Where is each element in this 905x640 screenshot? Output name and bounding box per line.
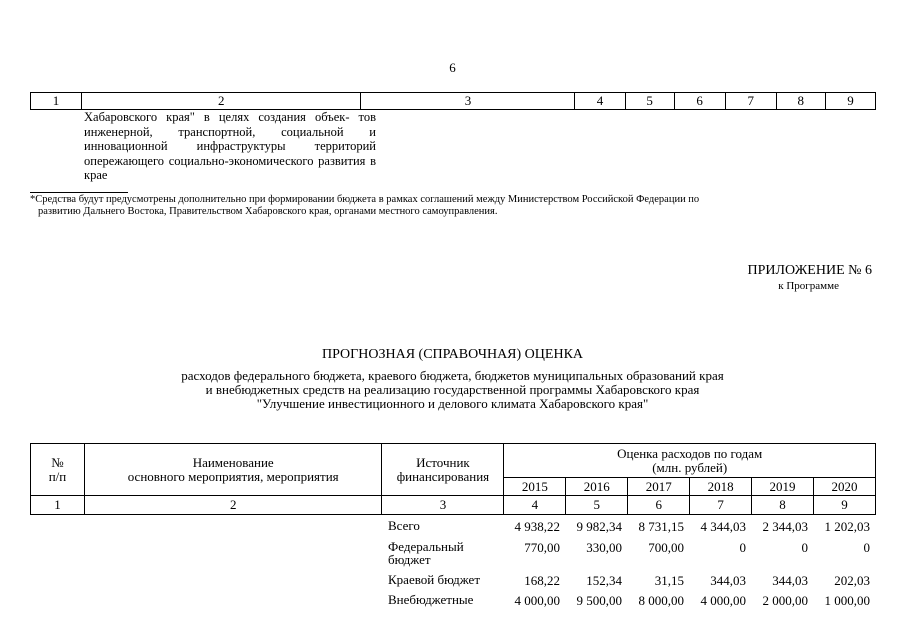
top-table-number-cell: 2 bbox=[82, 93, 361, 110]
subtitle-line-2: и внебюджетных средств на реализацию государственной программы Хабаровского края bbox=[205, 382, 700, 397]
value-cell: 330,00 bbox=[586, 540, 622, 555]
source-label: Краевой бюджет bbox=[388, 572, 481, 587]
index-cell: 9 bbox=[814, 496, 876, 515]
table-row bbox=[30, 519, 876, 540]
header-name bbox=[84, 444, 382, 496]
top-table-number-cell: 6 bbox=[674, 93, 725, 110]
index-cell: 1 bbox=[31, 496, 85, 515]
top-table-number-cell: 4 bbox=[575, 93, 625, 110]
index-cell: 4 bbox=[504, 496, 566, 515]
footnote-divider bbox=[30, 192, 128, 193]
header-year: 2019 bbox=[752, 478, 814, 496]
header-year: 2018 bbox=[690, 478, 752, 496]
top-table-number-cell: 7 bbox=[725, 93, 776, 110]
value-cell: 0 bbox=[801, 540, 808, 555]
table-row bbox=[30, 573, 876, 593]
footnote-line-2: развитию Дальнего Востока, Правительством Хабаровского края, органами местного самоуправления. bbox=[38, 206, 498, 217]
value-cell: 700,00 bbox=[648, 540, 684, 555]
appendix-subtitle: к Программе bbox=[778, 280, 839, 292]
index-cell: 2 bbox=[84, 496, 382, 515]
header-estimate-line-2: (млн. рублей) bbox=[652, 459, 728, 475]
value-cell: 152,34 bbox=[586, 573, 622, 588]
index-cell: 6 bbox=[628, 496, 690, 515]
header-number-line-1: № bbox=[51, 454, 64, 470]
table-row bbox=[30, 593, 876, 611]
value-cell: 770,00 bbox=[524, 540, 560, 555]
value-cell: 4 000,00 bbox=[700, 593, 746, 608]
top-table-number-cell: 9 bbox=[825, 93, 875, 110]
header-name-line-2: основного мероприятия, мероприятия bbox=[127, 468, 339, 484]
estimate-data bbox=[30, 519, 876, 611]
index-cell: 3 bbox=[382, 496, 504, 515]
value-cell: 9 500,00 bbox=[576, 593, 622, 608]
value-cell: 4 344,03 bbox=[700, 519, 746, 534]
header-number bbox=[31, 444, 85, 496]
value-cell: 344,03 bbox=[772, 573, 808, 588]
document-title: ПРОГНОЗНАЯ (СПРАВОЧНАЯ) ОЦЕНКА bbox=[321, 347, 584, 362]
value-cell: 0 bbox=[863, 540, 870, 555]
value-cell: 9 982,34 bbox=[576, 519, 622, 534]
top-table-number-cell: 8 bbox=[776, 93, 825, 110]
top-table-number-row bbox=[30, 92, 876, 110]
header-year: 2017 bbox=[628, 478, 690, 496]
index-cell: 7 bbox=[690, 496, 752, 515]
value-cell: 4 000,00 bbox=[514, 593, 560, 608]
value-cell: 1 000,00 bbox=[824, 593, 870, 608]
source-label: Внебюджетные bbox=[388, 592, 474, 607]
value-cell: 8 000,00 bbox=[638, 593, 684, 608]
footnote-line-1: *Средства будут предусмотрены дополнительно при формировании бюджета в рамках соглашений между Министерством Российской Федерации по bbox=[30, 194, 700, 205]
value-cell: 4 938,22 bbox=[514, 519, 560, 534]
value-cell: 344,03 bbox=[710, 573, 746, 588]
top-table-number-cell: 3 bbox=[361, 93, 575, 110]
header-estimate bbox=[504, 444, 876, 478]
value-cell: 8 731,15 bbox=[638, 519, 684, 534]
header-source-line-2: финансирования bbox=[396, 468, 490, 484]
top-table-number-cell: 1 bbox=[31, 93, 82, 110]
estimate-table bbox=[30, 443, 876, 515]
continuation-text: Хабаровского края" в целях создания объек- тов инженерной, транспортной, социальной и инновационной инфраструктуры территорий опережающего социально-экономического развития в крае bbox=[84, 110, 376, 182]
source-label: Всего bbox=[388, 518, 420, 533]
footnote bbox=[30, 194, 876, 218]
subtitle-line-1: расходов федерального бюджета, краевого бюджета, бюджетов муниципальных образований края bbox=[181, 368, 724, 383]
subtitle-line-3: "Улучшение инвестиционного и делового климата Хабаровского края" bbox=[256, 396, 649, 411]
header-name-line-1: Наименование bbox=[192, 454, 274, 470]
appendix-title: ПРИЛОЖЕНИЕ № 6 bbox=[747, 263, 872, 278]
table-row bbox=[30, 540, 876, 573]
header-number-line-2: п/п bbox=[48, 468, 67, 484]
value-cell: 31,15 bbox=[654, 573, 684, 588]
value-cell: 202,03 bbox=[834, 573, 870, 588]
index-cell: 5 bbox=[566, 496, 628, 515]
index-cell: 8 bbox=[752, 496, 814, 515]
value-cell: 2 000,00 bbox=[762, 593, 808, 608]
document-subtitle bbox=[0, 369, 905, 411]
top-table-number-cell: 5 bbox=[625, 93, 674, 110]
value-cell: 2 344,03 bbox=[762, 519, 808, 534]
header-year: 2016 bbox=[566, 478, 628, 496]
source-label: Федеральный бюджет bbox=[388, 539, 464, 567]
page-number: 6 bbox=[449, 60, 456, 75]
value-cell: 0 bbox=[739, 540, 746, 555]
header-year: 2015 bbox=[504, 478, 566, 496]
header-year: 2020 bbox=[814, 478, 876, 496]
value-cell: 1 202,03 bbox=[824, 519, 870, 534]
header-estimate-line-1: Оценка расходов по годам bbox=[617, 445, 763, 461]
value-cell: 168,22 bbox=[524, 573, 560, 588]
header-source bbox=[382, 444, 504, 496]
header-source-line-1: Источник bbox=[416, 454, 470, 470]
